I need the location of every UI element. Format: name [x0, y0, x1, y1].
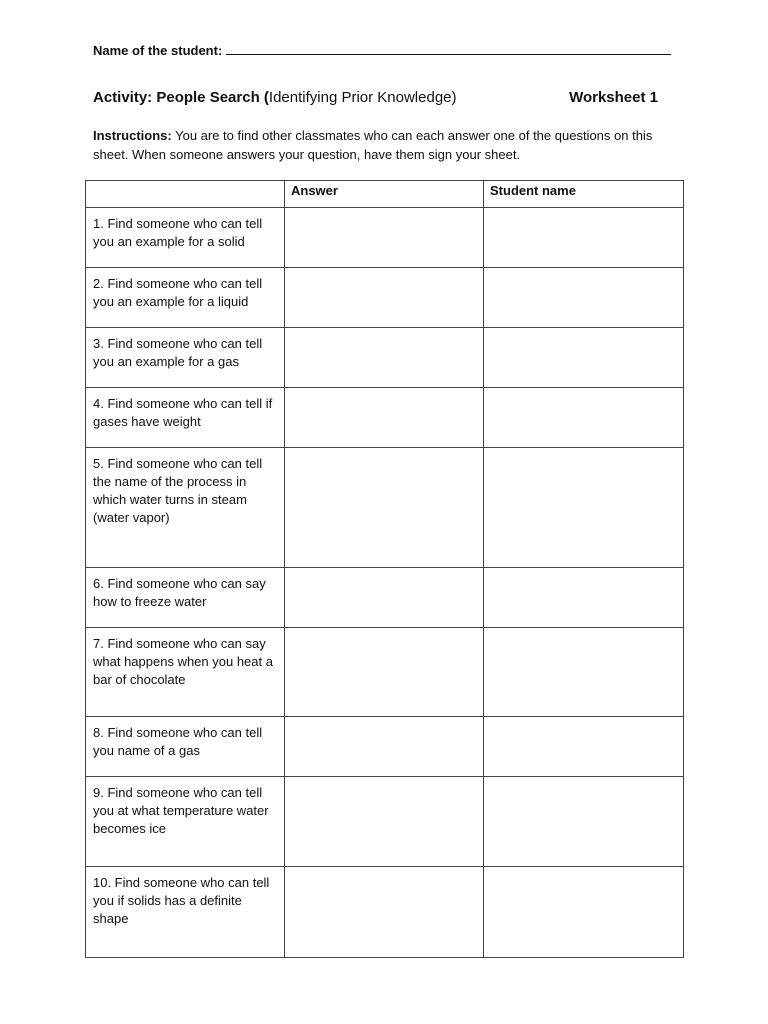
instructions: [93, 126, 683, 164]
student-name-cell[interactable]: [484, 448, 684, 568]
student-name-cell[interactable]: [484, 867, 684, 958]
header-student-name: Student name: [484, 181, 684, 208]
instructions-text: You are to find other classmates who can each answer one of the questions on this sheet. When someone answers your question, have them sign your sheet.: [93, 128, 653, 162]
table-row: [86, 777, 684, 867]
question-cell: 1. Find someone who can tell you an example for a solid: [86, 208, 285, 268]
instructions-lead: Instructions:: [93, 128, 172, 143]
answer-cell[interactable]: [285, 777, 484, 867]
title-row: [93, 89, 658, 106]
answer-cell[interactable]: [285, 867, 484, 958]
question-cell: 7. Find someone who can say what happens when you heat a bar of chocolate: [86, 628, 285, 717]
question-cell: 2. Find someone who can tell you an example for a liquid: [86, 268, 285, 328]
people-search-table: [85, 180, 684, 958]
table-row: [86, 388, 684, 448]
answer-cell[interactable]: [285, 268, 484, 328]
header-question: [86, 181, 285, 208]
table-row: [86, 867, 684, 958]
activity-subtitle: Identifying Prior Knowledge): [268, 89, 457, 106]
worksheet-label: Worksheet 1: [569, 89, 658, 106]
table-row: [86, 628, 684, 717]
table-row: [86, 268, 684, 328]
student-name-cell[interactable]: [484, 777, 684, 867]
table-row: [86, 717, 684, 777]
student-name-cell[interactable]: [484, 208, 684, 268]
question-cell: 8. Find someone who can tell you name of a gas: [86, 717, 285, 777]
student-name-cell[interactable]: [484, 717, 684, 777]
table-row: [86, 208, 684, 268]
student-name-cell[interactable]: [484, 268, 684, 328]
answer-cell[interactable]: [285, 717, 484, 777]
answer-cell[interactable]: [285, 388, 484, 448]
table-row: [86, 328, 684, 388]
question-cell: 5. Find someone who can tell the name of the process in which water turns in steam (water vapor): [86, 448, 285, 568]
student-name-cell[interactable]: [484, 568, 684, 628]
student-name-label: Name of the student:: [93, 43, 223, 58]
answer-cell[interactable]: [285, 448, 484, 568]
activity-title: Activity: People Search (: [93, 89, 269, 106]
header-answer: Answer: [285, 181, 484, 208]
answer-cell[interactable]: [285, 628, 484, 717]
student-name-line: [93, 42, 671, 58]
table-header-row: [86, 181, 684, 208]
answer-cell[interactable]: [285, 568, 484, 628]
answer-cell[interactable]: [285, 208, 484, 268]
student-name-cell[interactable]: [484, 388, 684, 448]
question-cell: 4. Find someone who can tell if gases have weight: [86, 388, 285, 448]
student-name-field[interactable]: [226, 42, 671, 55]
student-name-cell[interactable]: [484, 328, 684, 388]
table-row: [86, 448, 684, 568]
question-cell: 3. Find someone who can tell you an example for a gas: [86, 328, 285, 388]
question-cell: 10. Find someone who can tell you if solids has a definite shape: [86, 867, 285, 958]
table-row: [86, 568, 684, 628]
answer-cell[interactable]: [285, 328, 484, 388]
student-name-cell[interactable]: [484, 628, 684, 717]
question-cell: 6. Find someone who can say how to freeze water: [86, 568, 285, 628]
question-cell: 9. Find someone who can tell you at what temperature water becomes ice: [86, 777, 285, 867]
